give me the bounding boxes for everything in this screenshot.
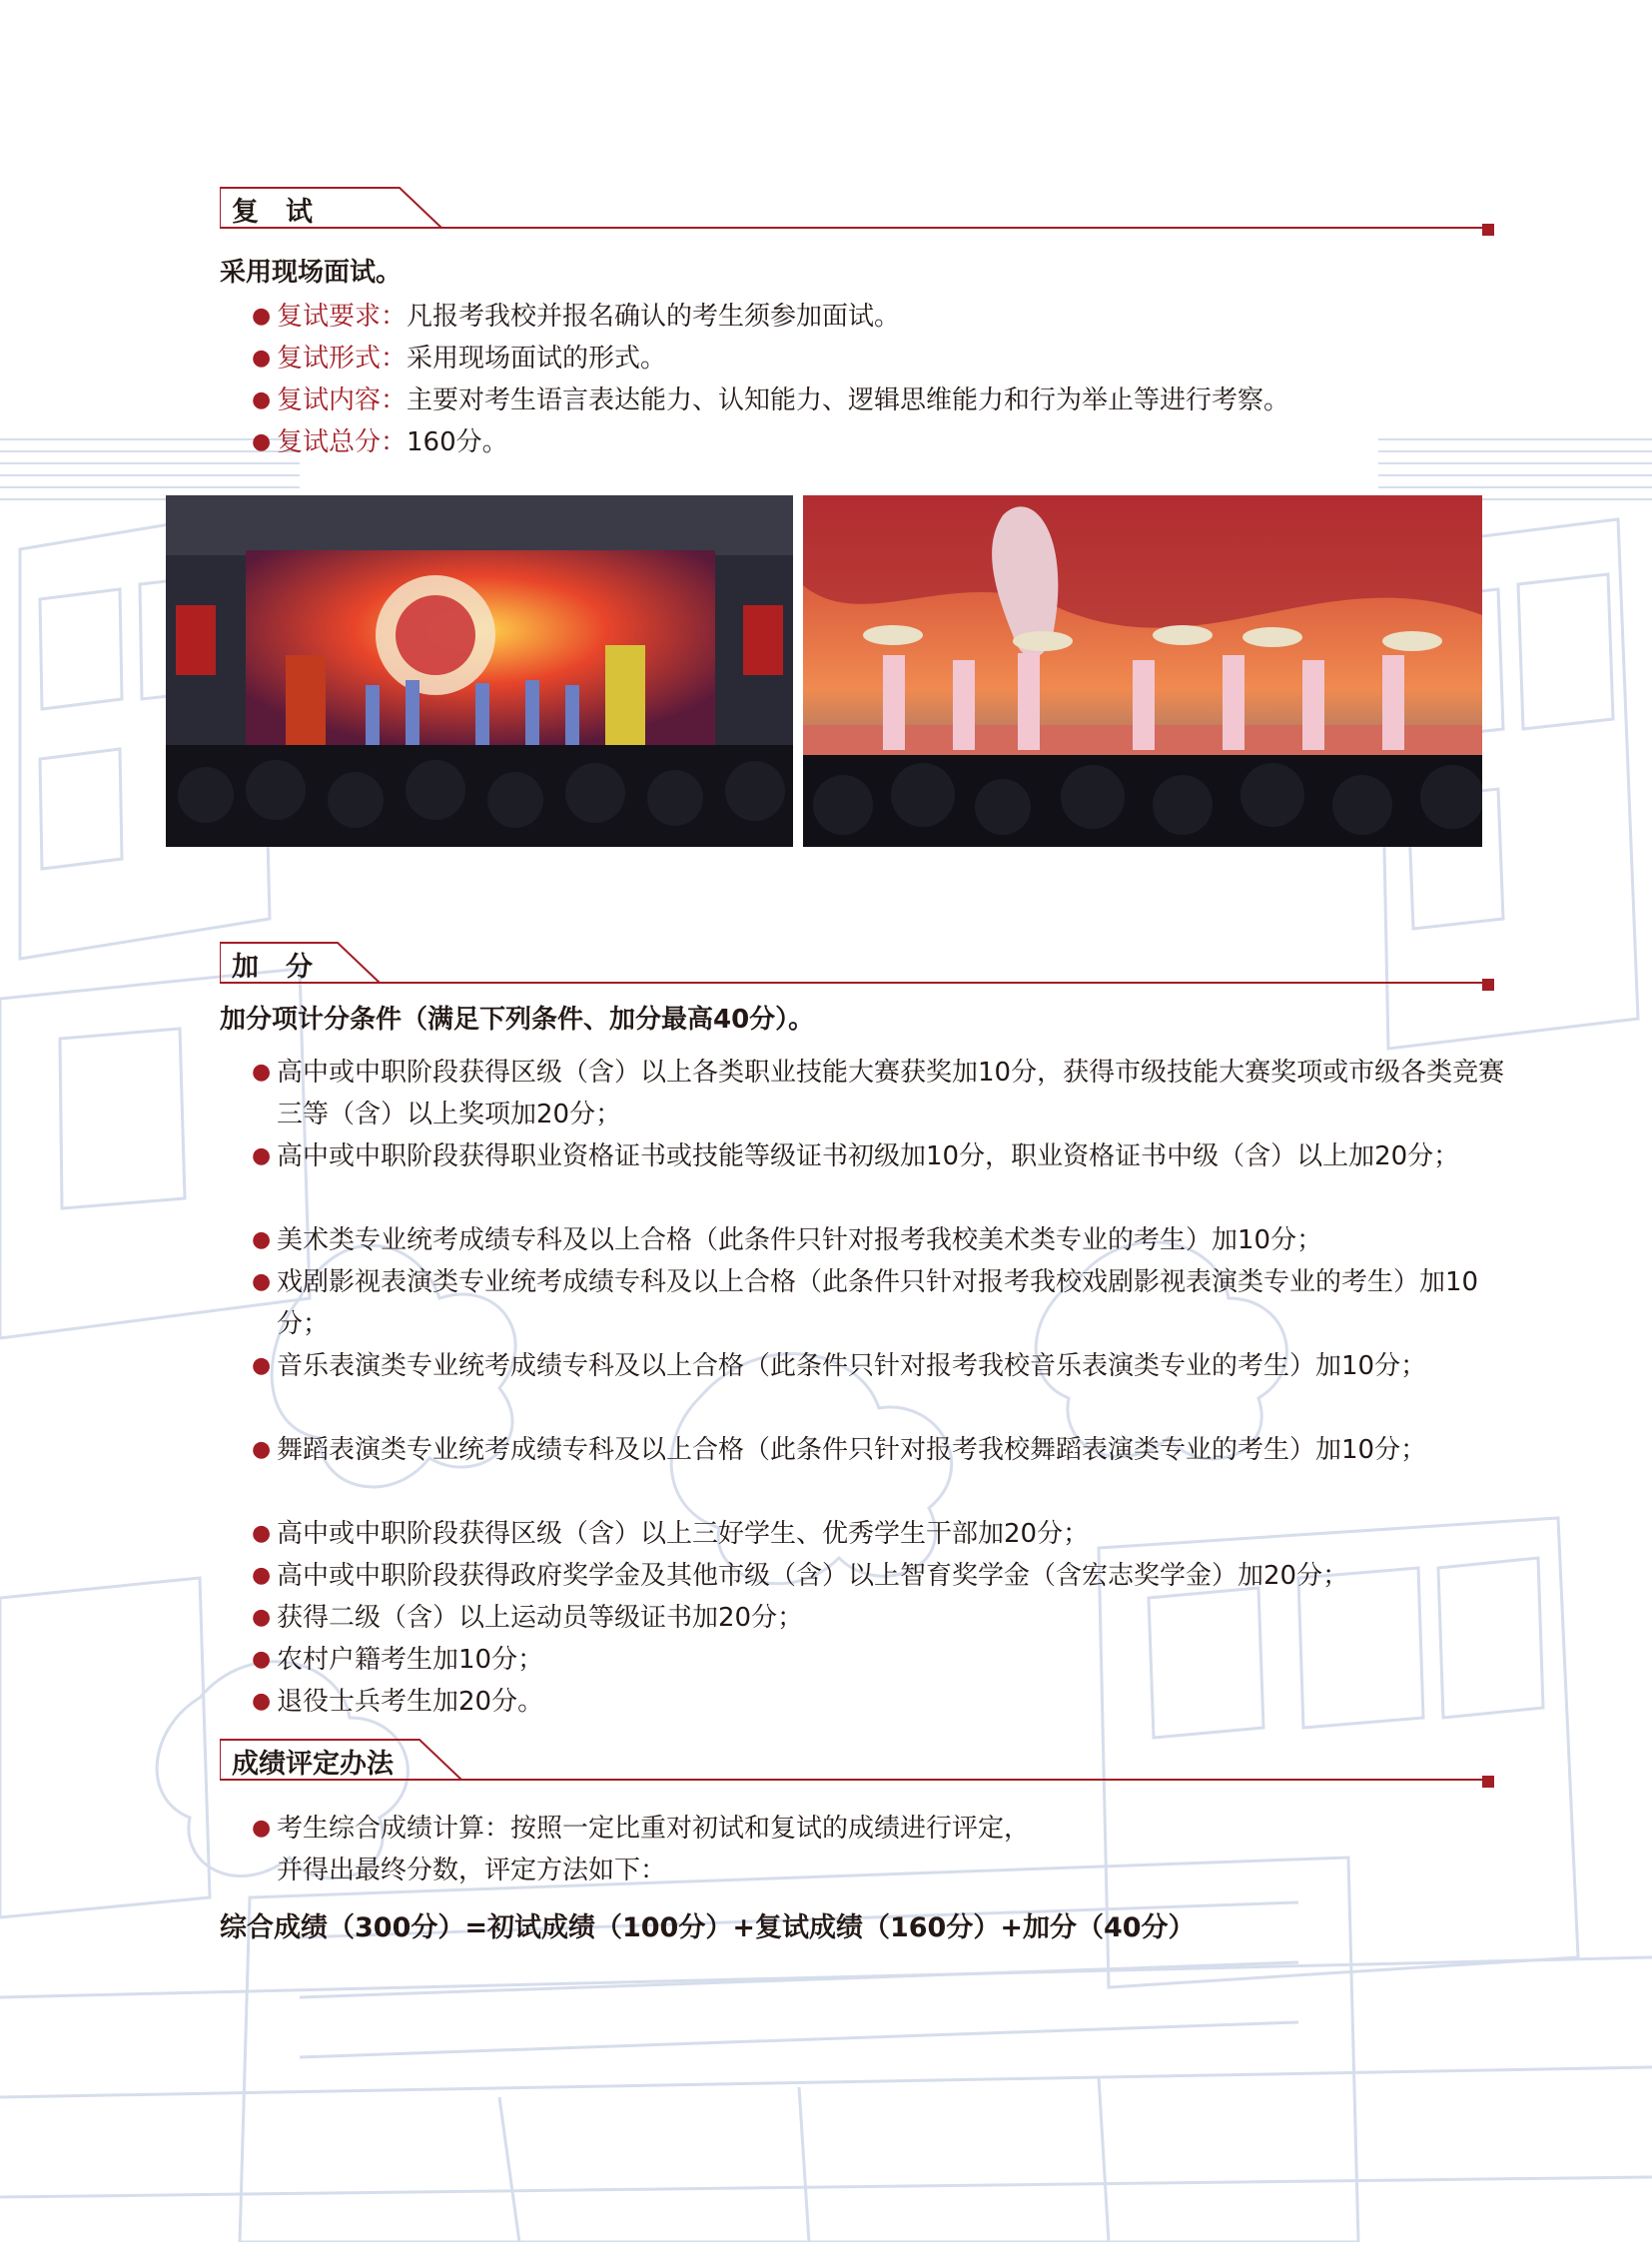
bonus-item [252, 1345, 1515, 1387]
bonus-item-text: 退役士兵考生加20分。 [277, 1687, 544, 1717]
score-item-line1: 考生综合成绩计算：按照一定比重对初试和复试的成绩进行评定， [277, 1814, 1031, 1844]
bonus-item [252, 1261, 1515, 1345]
section-tab-shape [220, 941, 1494, 985]
section-header-bonus [220, 941, 1494, 985]
retest-item [252, 296, 1515, 338]
red-bullet-dot-icon: ● [252, 429, 272, 454]
section-end-mark [1482, 1776, 1494, 1788]
bonus-item-text: 高中或中职阶段获得区级（含）以上三好学生、优秀学生干部加20分； [277, 1519, 1090, 1549]
bonus-item [252, 1135, 1515, 1177]
bonus-item [252, 1555, 1515, 1597]
score-item [252, 1808, 1515, 1891]
red-bullet-dot-icon: ● [252, 1227, 272, 1252]
retest-item [252, 338, 1515, 379]
bonus-item-text: 高中或中职阶段获得政府奖学金及其他市级（含）以上智育奖学金（含宏志奖学金）加20分； [277, 1561, 1349, 1591]
stage-photo-umbrella-dance [803, 495, 1482, 847]
bonus-item [252, 1219, 1515, 1261]
retest-item-key: 复试形式： [277, 344, 408, 374]
section-title-bonus: 加 分 [232, 952, 313, 983]
red-bullet-dot-icon: ● [252, 1521, 272, 1546]
score-formula: 综合成绩（300分）=初试成绩（100分）+复试成绩（160分）+加分（40分） [220, 1912, 1196, 1943]
stage-photo-dragon-dance [166, 495, 793, 847]
retest-item [252, 421, 1515, 463]
bonus-item [252, 1429, 1515, 1471]
section-end-mark [1482, 224, 1494, 236]
red-bullet-dot-icon: ● [252, 1689, 272, 1714]
bonus-item [252, 1639, 1515, 1681]
bonus-item-text: 高中或中职阶段获得区级（含）以上各类职业技能大赛获奖加10分，获得市级技能大赛奖项或市级各类竞赛三等（含）以上奖项加20分； [277, 1058, 1505, 1129]
red-bullet-dot-icon: ● [252, 1060, 272, 1085]
red-bullet-dot-icon: ● [252, 1647, 272, 1672]
section-tab-shape [220, 186, 1494, 230]
bonus-item [252, 1597, 1515, 1639]
red-bullet-dot-icon: ● [252, 304, 272, 329]
retest-item-key: 复试总分： [277, 427, 408, 457]
bonus-lead: 加分项计分条件（满足下列条件、加分最高40分）。 [220, 1005, 815, 1035]
retest-item-key: 复试内容： [277, 385, 408, 415]
section-end-mark [1482, 979, 1494, 991]
retest-item [252, 379, 1515, 421]
bonus-item-text: 美术类专业统考成绩专科及以上合格（此条件只针对报考我校美术类专业的考生）加10分； [277, 1225, 1323, 1255]
section-title-retest: 复 试 [232, 197, 313, 228]
score-item-line2: 并得出最终分数，评定方法如下： [277, 1856, 667, 1885]
red-bullet-dot-icon: ● [252, 1605, 272, 1630]
red-bullet-dot-icon: ● [252, 1437, 272, 1462]
red-bullet-dot-icon: ● [252, 346, 272, 371]
red-bullet-dot-icon: ● [252, 1353, 272, 1378]
red-bullet-dot-icon: ● [252, 1816, 272, 1841]
section-tab-shape [220, 1738, 1494, 1782]
red-bullet-dot-icon: ● [252, 1269, 272, 1294]
bonus-item-text: 舞蹈表演类专业统考成绩专科及以上合格（此条件只针对报考我校舞蹈表演类专业的考生）加10分； [277, 1435, 1427, 1465]
bonus-item-text: 戏剧影视表演类专业统考成绩专科及以上合格（此条件只针对报考我校戏剧影视表演类专业的考生）加10分； [277, 1267, 1479, 1339]
section-header-score [220, 1738, 1494, 1782]
bonus-item-text: 高中或中职阶段获得职业资格证书或技能等级证书初级加10分，职业资格证书中级（含）以上加20分； [277, 1141, 1460, 1171]
retest-item-text: 主要对考生语言表达能力、认知能力、逻辑思维能力和行为举止等进行考察。 [407, 385, 1290, 415]
red-bullet-dot-icon: ● [252, 1143, 272, 1168]
retest-item-text: 凡报考我校并报名确认的考生须参加面试。 [407, 302, 901, 332]
section-title-score: 成绩评定办法 [232, 1749, 394, 1780]
retest-item-text: 采用现场面试的形式。 [407, 344, 667, 374]
bonus-item [252, 1513, 1515, 1555]
bonus-item-text: 获得二级（含）以上运动员等级证书加20分； [277, 1603, 804, 1633]
retest-lead: 采用现场面试。 [220, 258, 403, 288]
bonus-item [252, 1052, 1515, 1135]
red-bullet-dot-icon: ● [252, 1563, 272, 1588]
bonus-item [252, 1681, 1515, 1723]
bonus-item-text: 音乐表演类专业统考成绩专科及以上合格（此条件只针对报考我校音乐表演类专业的考生）加10分； [277, 1351, 1427, 1381]
retest-item-key: 复试要求： [277, 302, 408, 332]
retest-item-text: 160分。 [407, 427, 508, 457]
section-header-retest [220, 186, 1494, 230]
bonus-item-text: 农村户籍考生加10分； [277, 1645, 544, 1675]
red-bullet-dot-icon: ● [252, 387, 272, 412]
